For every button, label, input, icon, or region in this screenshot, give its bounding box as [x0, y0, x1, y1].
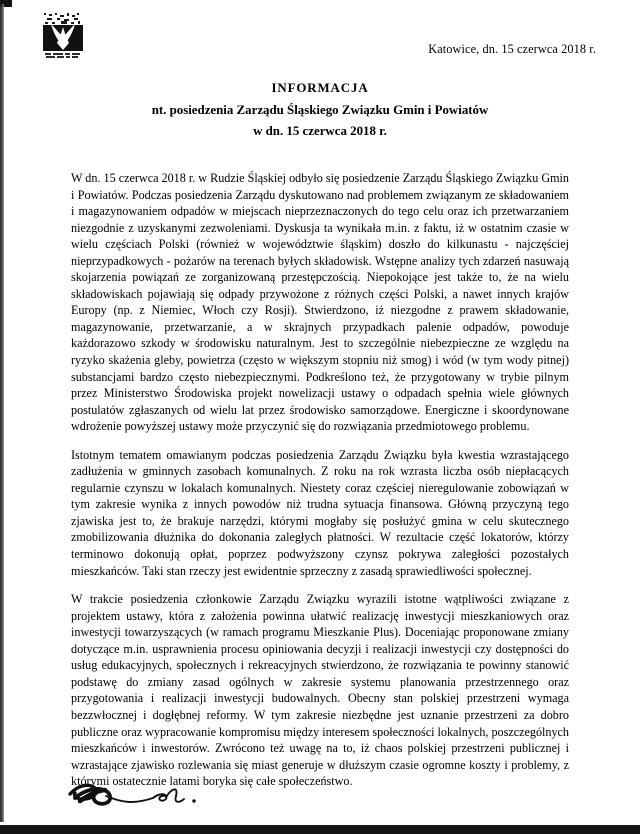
title-line-3: w dn. 15 czerwca 2018 r.: [253, 124, 387, 138]
handwritten-signature-icon: [62, 776, 227, 816]
document-title: [0, 78, 640, 142]
body-paragraph: Istotnym tematem omawianym podczas posiedzenia Zarządu Związku była kwestia wzrastającego zadłużenia w gminnych zasobach komunalnych. Z roku na rok wzrasta liczba osób niepłacących regularnie czynszu w lokalach komunalnych. Niestety coraz częściej nieregulowanie zobowiązań w tym zakresie wynika z innych powodów niż trudna sytuacja finansowa. Główną przyczyną tego zjawiska jest to, że brakuje narzędzi, którymi mogłaby się posłużyć gmina w celu skutecznego zmobilizowania dłużnika do dokonania zaległych płatności. W rezultacie część lokatorów, którzy terminowo dokonują opłat, poprzez podwyższony czynsz pokrywa zaległości pozostałych mieszkańców. Taki stan rzeczy jest ewidentnie sprzeczny z zasadą sprawiedliwości społecznej.: [71, 447, 569, 578]
title-line-2: nt. posiedzenia Zarządu Śląskiego Związku Gmin i Powiatów: [151, 103, 489, 117]
organization-logo-icon: [41, 11, 85, 59]
body-paragraph: W trakcie posiedzenia członkowie Zarządu Związku wyrazili istotne wątpliwości związane z projektem ustawy, która z założenia powinna ułatwić realizację inwestycji mieszkaniowych oraz inwestycji towarzyszących (w ramach programu Mieszkanie Plus). Doceniając proponowane zmiany dotyczące m.in. usprawnienia procesu opiniowania decyzji i realizacji inwestycji czy dostępności do usług edukacyjnych, społecznych i rekreacyjnych stwierdzono, że rozwiązania te powinny stanowić podstawę do zmiany zasad ogólnych w zakresie systemu planowania przestrzennego oraz przygotowania i realizacji inwestycji budowalnych. Obecny stan polskiej przestrzeni wymaga bezzwłocznej i dogłębnej reformy. W tym zakresie niezbędne jest uznanie przestrzeni za dobro publiczne oraz wypracowanie kompromisu między interesem społeczności lokalnych, poszczególnych mieszkańców i inwestorów. Zwrócono też uwagę na to, iż chaos polskiej przestrzeni publicznej i wzrastające zjawisko rozlewania się miast generuje w dłuższym czasie ogromne koszty i problemy, z którymi ostatecznie latami boryka się całe społeczeństwo.: [71, 592, 569, 789]
title-line-1: INFORMACJA: [271, 81, 369, 95]
body-paragraph: W dn. 15 czerwca 2018 r. w Rudzie Śląskiej odbyło się posiedzenie Zarządu Śląskiego Związku Gmin i Powiatów. Podczas posiedzenia Zarządu dyskutowano nad problemem związanym ze składowaniem i magazynowaniem odpadów w miejscach nieprzeznaczonych do tego celu oraz ich przetwarzaniem niezgodnie z uzyskanymi zezwoleniami. Dyskusja ta wynikała m.in. z faktu, iż w ostatnim czasie w wielu częściach Polski (również w województwie śląskim) doszło do kilkunastu - najczęściej nieprzypadkowych - pożarów na terenach byłych składowisk. Wstępne analizy tych zdarzeń nasuwają skojarzenia powiązań ze zorganizowaną przestępczością. Niepokojące jest także to, że na wielu składowiskach pojawiają się odpady przywożone z różnych części Polski, a nawet innych krajów Europy (np. z Niemiec, Włoch czy Rosji). Stwierdzono, iż niezgodne z prawem składowanie, magazynowanie, przetwarzanie, a w skrajnych przypadkach palenie odpadów, powoduje każdorazowo szkody w środowisku naturalnym. Jest to szczególnie niebezpieczne ze względu na ryzyko skażenia gleby, powietrza (często w większym stopniu niż smog) i wód (w tym wody pitnej) substancjami bardzo często niebezpiecznymi. Podkreślono też, że przygotowany w trybie pilnym przez Ministerstwo Środowiska projekt nowelizacji ustawy o odpadach spełnia wiele głównych postulatów zgłaszanych od wielu lat przez środowisko samorządowe. Energiczne i skoordynowane wdrożenie powyższej ustawy może przyczynić się do rozwiązania przedmiotowego problemu.: [71, 171, 569, 434]
scan-edge-bottom: [0, 825, 640, 834]
place-and-date: Katowice, dn. 15 czerwca 2018 r.: [428, 42, 596, 56]
document-body: [71, 142, 569, 790]
letterhead: [0, 0, 640, 72]
